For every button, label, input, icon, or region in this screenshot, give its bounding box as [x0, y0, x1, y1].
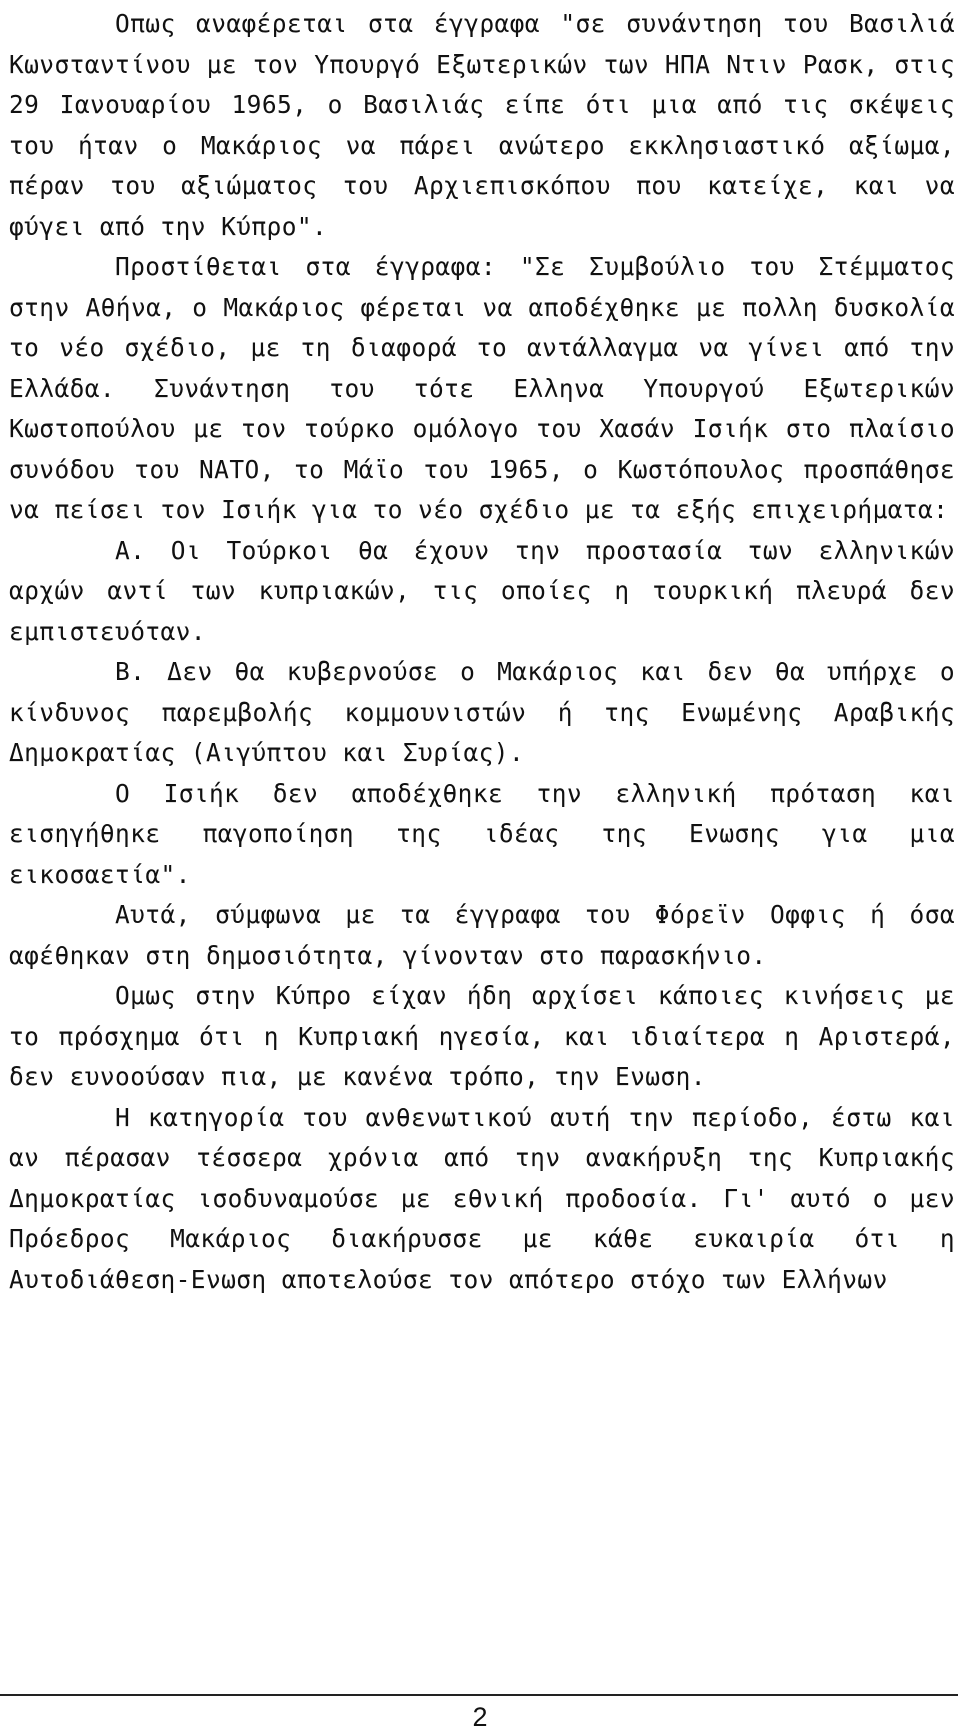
paragraph-4: Β. Δεν θα κυβερνούσε ο Μακάριος και δεν θα υπήρχε ο κίνδυνος παρεμβολής κομμουνιστών ή της Ενωμένης Αραβικής Δημοκρατίας (Αιγύπτου και Συρίας).: [9, 657, 955, 767]
paragraph-1: Οπως αναφέρεται στα έγγραφα "σε συνάντηση του Βασιλιά Κωνσταντίνου με τον Υπουργό Εξωτερικών των ΗΠΑ Ντιν Ρασκ, στις 29 Ιανουαρίου 1965, ο Βασιλιάς είπε ότι μια από τις σκέψεις του ήταν ο Μακάριος να πάρει ανώτερο εκκλησιαστικό αξίωμα, πέραν του αξιώματος του Αρχιεπισκόπου που κατείχε, και να φύγει από την Κύπρο".: [9, 9, 955, 241]
body-text: [9, 4, 955, 1300]
paragraph-2: Προστίθεται στα έγγραφα: "Σε Συμβούλιο του Στέμματος στην Αθήνα, ο Μακάριος φέρεται να αποδέχθηκε με πολλη δυσκολία το νέο σχέδιο, με τη διαφορά το αντάλλαγμα να γίνει από την Ελλάδα. Συνάντηση του τότε Ελληνα Υπουργού Εξωτερικών Κωστοπούλου με τον τούρκο ομόλογο του Χασάν Ισιήκ στο πλαίσιο συνόδου του ΝΑΤΟ, το Μάϊο του 1965, ο Κωστόπουλος προσπάθησε να πείσει τον Ισιήκ για το νέο σχέδιο με τα εξής επιχειρήματα:: [9, 252, 955, 524]
paragraph-3: Α. Οι Τούρκοι θα έχουν την προστασία των ελληνικών αρχών αντί των κυπριακών, τις οποίες η τουρκική πλευρά δεν εμπιστευόταν.: [9, 535, 955, 646]
footer-divider: [0, 1694, 958, 1696]
page-number: 2: [472, 1702, 488, 1732]
paragraph-5: Ο Ισιήκ δεν αποδέχθηκε την ελληνική πρόταση και εισηγήθηκε παγοποίηση της ιδέας της Ενωσης για μια εικοσαετία".: [9, 778, 955, 889]
paragraph-8: Η κατηγορία του ανθενωτικού αυτή την περίοδο, έστω και αν πέρασαν τέσσερα χρόνια από την ανακήρυξη της Κυπριακής Δημοκρατίας ισοδυναμούσε με εθνική προδοσία. Γι' αυτό ο μεν Πρόεδρος Μακάριος διακήρυσσε με κάθε ευκαιρία ότι η Αυτοδιάθεση-Ενωση αποτελούσε τον απότερο στόχο των Ελλήνων: [9, 1102, 955, 1294]
paragraph-6: Αυτά, σύμφωνα με τα έγγραφα του Φόρεϊν Οφφις ή όσα αφέθηκαν στη δημοσιότητα, γίνονταν στο παρασκήνιο.: [9, 900, 955, 970]
paragraph-7: Ομως στην Κύπρο είχαν ήδη αρχίσει κάποιες κινήσεις με το πρόσχημα ότι η Κυπριακή ηγεσία, και ιδιαίτερα η Αριστερά, δεν ευνοούσαν πια, με κανένα τρόπο, την Ενωση.: [9, 981, 955, 1091]
